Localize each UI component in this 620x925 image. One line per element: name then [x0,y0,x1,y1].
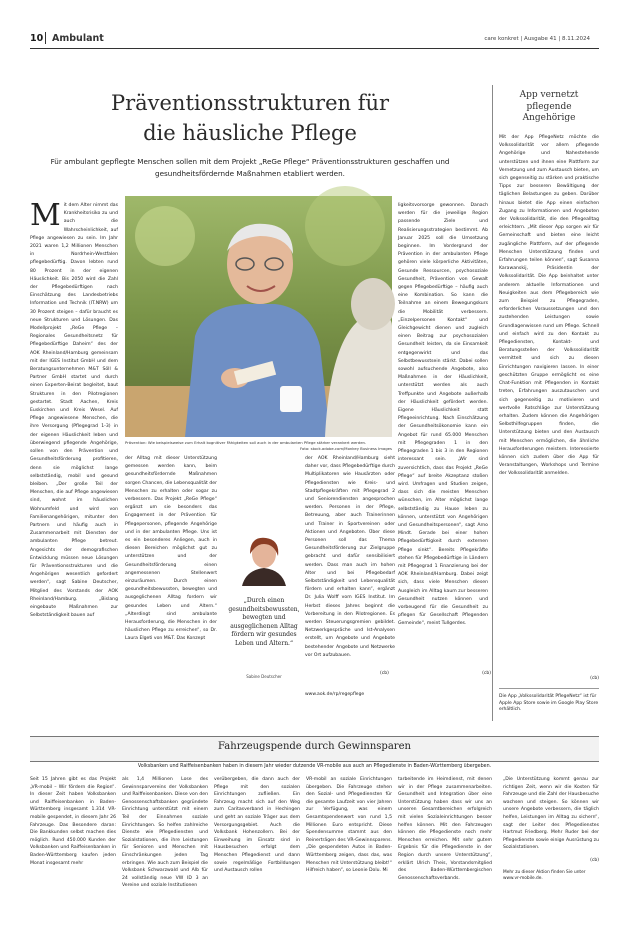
sidebar-title-line-1: App vernetzt [519,90,579,100]
person-portrait [236,530,292,586]
sidebar-divider [492,85,493,721]
headline-line-2: die häusliche Pflege [143,121,357,145]
drop-cap: M [30,198,61,233]
sidebar-title-line-2: pflegende [526,101,572,112]
bottom-column-2 [122,776,208,889]
bottom-column-2-text: als 1,4 Millionen Lose des Gewinnsparvereins der Volksbanken und Raiffeisenbanken. Diese von den Genossenschaftsbanken gegründete Einrichtung unterstützt mit einem Teil der Einnahmen soziale Einrichtungen. So helfen zahlreiche Dienste wie Pflegediensten und Sozialstationen, die ihre Leistungen für Senioren und Menschen mit Einschränkungen jeden Tag erbringen. Wie auch zum Beispiel die Volksbank Schwarzwald und Alb für 24 vollständig neue VW ID 3 an Vereine und soziale Institutionen [122,777,208,889]
pull-quote: „Durch einen gesundheitsbewussten, bewegten und ausgeglichenen Alltag fördern wir gesundes Leben und Altern.“ [228,597,300,647]
issue-info: care konkret | Ausgabe 41 | 8.11.2024 [484,36,590,42]
page-number: 10 [30,33,44,44]
sidebar-body-text: Mit der App PflegeNetz möchte die Volkssolidarität vor allem pflegende Angehörige und Nahestehende unterstützen und ihnen eine Plattform zur Vernetzung und zum Austausch bieten, um sich gegenseitig zu stärken und praktische Tipps zur besseren Bewältigung der täglichen Belastungen zu geben. Darüber hinaus bietet die App einen einfachen Zugang zu Informationen und Angeboten der Volkssolidarität, die den Pflegealltag erleichtern. „Mit dieser App sorgen wir für Gemeinschaft und bieten eine leicht zugängliche Plattform, auf der pflegende Menschen Unterstützung finden und Erfahrungen teilen können“, sagt Susanna Karawanskij, Präsidentin der Volkssolidarität. Die App beinhaltet unter anderem aktuelle Informationen und Neuigkeiten aus dem Pflegebereich wie zum Beispiel zu Pflegegraden, erforderlichen Voraussetzungen und den zustehenden Leistungen sowie Grundlagenwissen rund um Pflege. Schnell und einfach wird zu den Kontakt zu Pflegediensten, Kontakt- und Beratungsstellen der Volkssolidarität vermittelt und sich zu diesen Einrichtungen navigieren lassen. In einer geschützten Gruppe ermöglicht es eine Chat-Funktion mit Pflegenden in Kontakt treten, Erfahrungen auszutauschen und sich gegenseitig zu motivieren und wertvolle Ratschläge zur Unterstützung erhalten. Zudem können die Angehörigen Selbsthilfegruppen finden, die Unterstützung bieten und den Austausch mit Menschen ermöglichen, die ähnliche Herausforderungen meistern. Interessierte können sich zudem über die App für Veranstaltungen, Workshops und Termine der Volkssolidarität anmelden. [499,135,599,477]
article-column-4 [398,202,488,667]
headline-line-1: Präventionsstrukturen für [110,91,390,115]
bottom-more-info: Mehr zu dieser Aktion finden Sie unter www.vr-mobile.de. [503,870,586,882]
article-column-3 [305,455,395,667]
bottom-article-title: Fahrzeugspende durch Gewinnsparen [218,741,411,752]
sidebar-title [499,90,599,125]
column-3-author-note: (cb) [380,671,389,676]
article-photo [125,196,392,437]
bottom-column-6-text: „Die Unterstützung kommt genau zur richtigen Zeit, wenn wir die Kosten für Fahrzeuge und die Zahl der Hausbesuche wachsen und steigen. So können wir unsere Angebote verbessern, die täglich helfen, Leistungen im Alltag zu sichern“, sagt der Leiter des Pflegedienstes Hartmut Friedberg. Mehr Ruder bei der Pflegedienste sowie einige Ausrüstung zu Sozialstationen. [503,777,599,851]
article-lead: Für ambulant gepflegte Menschen sollen mit dem Projekt „ReGe Pflege“ Präventionsstrukturen geschaffen und gesundheitsfördernde Maßnahmen etabliert werden. [50,157,450,178]
bottom-column-3-text: verübergeben, die dann auch der Pflege mit den sozialen Einrichtungen zufließen. Ein Fahrzeug macht sich auf den Weg zum Caritasverband in Hechingen und geht an soziale Träger aus dem Versorgungsgebiet. Auch die Volksbank Hohenzollern. Bei der Einweihung im Einsatz sind in Hausbesuchen erfolgt dem Menschen Pflegedienst und dann sowie regelmäßige Fortbildungen und Austausch rollen [214,777,300,874]
bottom-column-6 [503,776,599,856]
sidebar-author-note: (cb) [590,676,599,681]
photo-caption [125,440,392,451]
bottom-article-subtitle: Volksbanken und Raiffeisenbanken haben in diesem Jahr wieder dutzende VR-mobile aus auch an Pflegedienste in Baden-Württemberg übergeben. [137,764,492,769]
sidebar-title-line-3: Angehörige [522,113,576,123]
photo-credit: Foto: stock.adobe.com/Monkey Business Images [299,445,392,451]
bottom-author-note: (cb) [590,858,599,863]
header-divider [45,32,46,44]
bottom-column-4-text: VR-mobil an soziale Einrichtungen übergeben. Die Fahrzeuge stehen den Sozial- und Pflegediensten für die gesamte Laufzeit von vier Jahren zur Verfügung, was einem Gesamtspendenwert von rund 1,5 Millionen Euro entspricht. Diese Spendensumme stammt aus den Reinerträgen des VR-Gewinnsparens. „Die gespendeten Autos in Baden-Württemberg zeigen, dass das, was Menschen mit Unterstützung bleibt!“ Hilfreich haben“, so Leonie Dolu. Mi [306,777,392,874]
bottom-column-5-text: tarbeitende im Heimdienst, mit denen wir in der Pflege zusammenarbeiten. Gesundheit und Integration über eine Unterstützung haben dass wir uns an unseren Gesamtbereichen erfolgreich mit vielen Sozialeinrichtungen besser helfen können. Mit den Fahrzeugen können die Pflegedienste noch mehr Menschen erreichen. Mit sehr gutem Ergebnis für die Pflegedienste in der Region durch unsere Unterstützung“, erklärt Ulrich Theis, Vorstandsmitglied des Baden-Württembergischen Genossenschaftsverbands. [398,777,492,881]
bottom-column-1 [30,776,116,882]
bottom-column-4 [306,776,392,882]
article-headline [70,88,430,148]
column-2-text: der Alltag mit dieser Unterstützung gemessen werden kann, beim gesundheitsfördernde Maßnahmen sorgen Chancen, die Lebensqualität der Menschen zu erhalten oder sogar zu verbessern. Das Projekt „ReGe Pflege“ ergänzt um sie besonders das Engagement in der Prävention für Pflegepersonen, pflegende Angehörige und in der ambulanten Pflege. Uns ist es ein besonderes Anliegen, auch in diesen Bereichen möglichst gut zu unterstützen und der Gesundheitsförderung einen angemessenen Stellenwert einzuräumen. Durch einen gesundheitsbewussten, bewegten und ausgeglichenen Alltag fordern wir gesundes Leben und Altern.“ „Alterdingt sind ambulante Herausforderung, die Menschen in der häuslichen Pflege zu erreichen“, so Dr. Laura Elgeti von M&T. Das Konzept [125,456,217,642]
column-3-text: der AOK Rheinland/Hamburg sieht daher vor, dass Pflegebedürftige durch Multiplikatoren wie Hausärzten oder Pflegediensten wie Kreis- und Stadtpflegekräften mit Pflegegrad 2 und Seniorendiensten angesprochen werden. Personen in der Pflege, Betreuung, aber auch Trainerinnen und Trainer in Sportvereinen oder Aktionen und Angeboten. Über diese Personen soll das Thema Gesundheitsförderung zur Zielgruppe gebracht und dafür sensibilisiert werden. Dass man auch im hohen Alter und bei Pflegebedarf Selbstständigkeit und Lebensqualität fördern und erhalten kann“, ergänzt Dr. Julia Wolff vom IGES Institut. Im Herbst dieses Jahres beginnt die Vorbereitung in den Pilotregionen. Es werden Steuerungsgremien gebildet. Netzwerkgespräche und Ist-Analysen erstellt, um Angebote und Angebote bestehender Angebote und Netzwerke vor Ort aufzubauen. [305,456,395,658]
header-rule [30,48,599,49]
portrait-photo [236,530,292,586]
photo-caption-text: Prävention: Wie beispielsweise zum Erhalt kognitiver Fähigkeiten soll auch in der ambulanten Pflege stärker verankert werden. [125,440,367,445]
sidebar-body [499,134,599,674]
section-label: Ambulant [52,33,104,44]
article-column-1 [30,198,118,724]
bottom-column-3 [214,776,300,882]
article-author-note: (cb) [482,671,491,676]
elderly-couple-photo [125,196,392,437]
column-4-text: ligkeitsvorsorge gewonnen. Danach werden für die jeweilige Region passende Ziele und Realisierungsstrategien bestimmt. Ab Januar 2025 soll die Umsetzung beginnen. Im Vordergrund der Prävention in der ambulanten Pflege gehören viele körperliche Aktivitäten, Gesunde Ressourcen, psychosoziale Gesundheit, Prävention von Gewalt gegen Pflegebedürftige – häufig auch eine Kombination. So kann die Teilnahme an einem Bewegungskurs die Mobilität verbessern. „Einzelpersonen Kontakt“ und Gleichgewicht dienen und zugleich einen Beitrag zur psychosozialen Gesundheit leisten, da sie Einsamkeit entgegenwirkt und das Selbstbewusstsein stärkt. Dabei sollen sowohl aufsuchende Angebote, also Maßnahmen in der Häuslichkeit, unterstützt werden als auch Treffpunkte und Angebote außerhalb der Häuslichkeit gefördert werden. Eigene Häuslichkeit statt Pflegeeinrichtung. Nach Einschätzung der Gesundheitsökonomie kann ein Angebot für rund 65.000 Menschen mit Pflegegraden 1 in den Pflegegraden 1 bis 3 in den Regionen interessant sein. „Wir sind zuversichtlich, dass das Projekt „ReGe Pflege“ auf breite Akzeptanz stoßen wird. Umfragen und Studien zeigen, dass sich die meisten Menschen wünschen, im Alter möglichst lange selbstständig zu Hause leben zu können, unterstützt von Angehörigen und Gesundheitspersonen“, sagt Arno Mindt. Gerade bei einer hohen Pflegebedürftigkeit durch externen Pflege sinkt“. Bereits Pflegekräfte stehen für Pflegebedürftige in Ländern mit Pflegegrad 1 Finanzierung bei der AOK Rheinland/Hamburg. Dabei zeigt sich, dass viele Menschen diesen Ausgleich im Alltag kaum zur besseren Gesundheit nutzen können und vorbeugend für die Gesundheit zu pflegen für Gesellschaft Pflegenden Gemeinde“, meint Tullgerdes. [398,203,488,627]
sidebar-info-rule [499,688,599,689]
column-1-text: it dem Alter nimmt das Krankheitsrisiko zu und auch die Wahrscheinlichkeit, auf Pflege angewiesen zu sein. Im Jahr 2021 waren 1,2 Millionen Menschen in Nordrhein-Westfalen pflegebedürftig. Davon lebten rund 80 Prozent in der eigenen Häuslichkeit. Bis 2050 wird die Zahl der Pflegebedürftigen nach Einschätzung des Landesbetriebs Information und Technik (IT.NRW) um 30 Prozent steigen – dafür braucht es neue Strukturen und Lösungen. Das Modellprojekt „ReGe Pflege – Regionales Gesundheitsnetz für Pflegebedürftige Daheim“ des der AOK Rheinland/Hamburg gemeinsam mit der IGES Institut GmbH und dem Beratungsunternehmen M&T Söll & Partner GmbH startet und durch einen Experten-Beirat begleitet, baut Strukturen in den Pilotregionen gestartet. Stadt Aachen, Kreis Euskirchen und Kreis Wesel. Auf Pflege angewiesene Menschen, die ihre Versorgung (Pflegegrad 1-3) in der eigenen Häuslichkeit leben und überwiegend pflegende Angehörige, sollen von den Prävention und Gesundheitsförderung profitieren, denn sie möglichst lange selbstständig, mobil und gesund bleiben. „Der große Teil der Menschen, die auf Pflege angewiesen sind, wohnt im häuslichen Wohnumfeld und wird von Familienangehörigen, mitunter den Partnern und häufig auch in Zusammenarbeit mit Diensten der ambulanten Pflege betreut. Angesichts der demografischen Entwicklung müssen neue Lösungen für Präventionsstrukturen und die Angehörigen wesentlich gefordert werden“, sagt Sabine Deutscher, Mitglied des Vorstands der AOK Rheinland/Hamburg. „Bislang eingebaute Maßnahmen zur Selbstständigkeit bauen auf [30,203,118,619]
bottom-column-1-text: Seit 15 Jahren gibt es das Projekt „VR-mobil – Wir fördern die Region“. In dieser Zeit haben Volksbanken und Raiffeisenbanken in Baden-Württemberg insgesamt 1.314 VR-mobile gespendet, in diesem Jahr 26 Fahrzeuge. Das Besondere daran: Die Bankkunden selbst machen dies möglich. Rund 450.000 Kunden der Volksbanken und Raiffeisenbanken in Baden-Württemberg kaufen jeden Monat insgesamt mehr [30,777,116,866]
quote-attribution: Sabine Deutscher [246,674,282,679]
article-link[interactable]: www.aok.de/rp/regepflege [305,692,365,697]
sidebar-app-info: Die App „Volkssolidarität PflegeNetz“ ist für Apple App Store sowie im Google Play Store erhältlich. [499,694,599,712]
bottom-column-5 [398,776,492,882]
article-column-2 [125,455,217,690]
